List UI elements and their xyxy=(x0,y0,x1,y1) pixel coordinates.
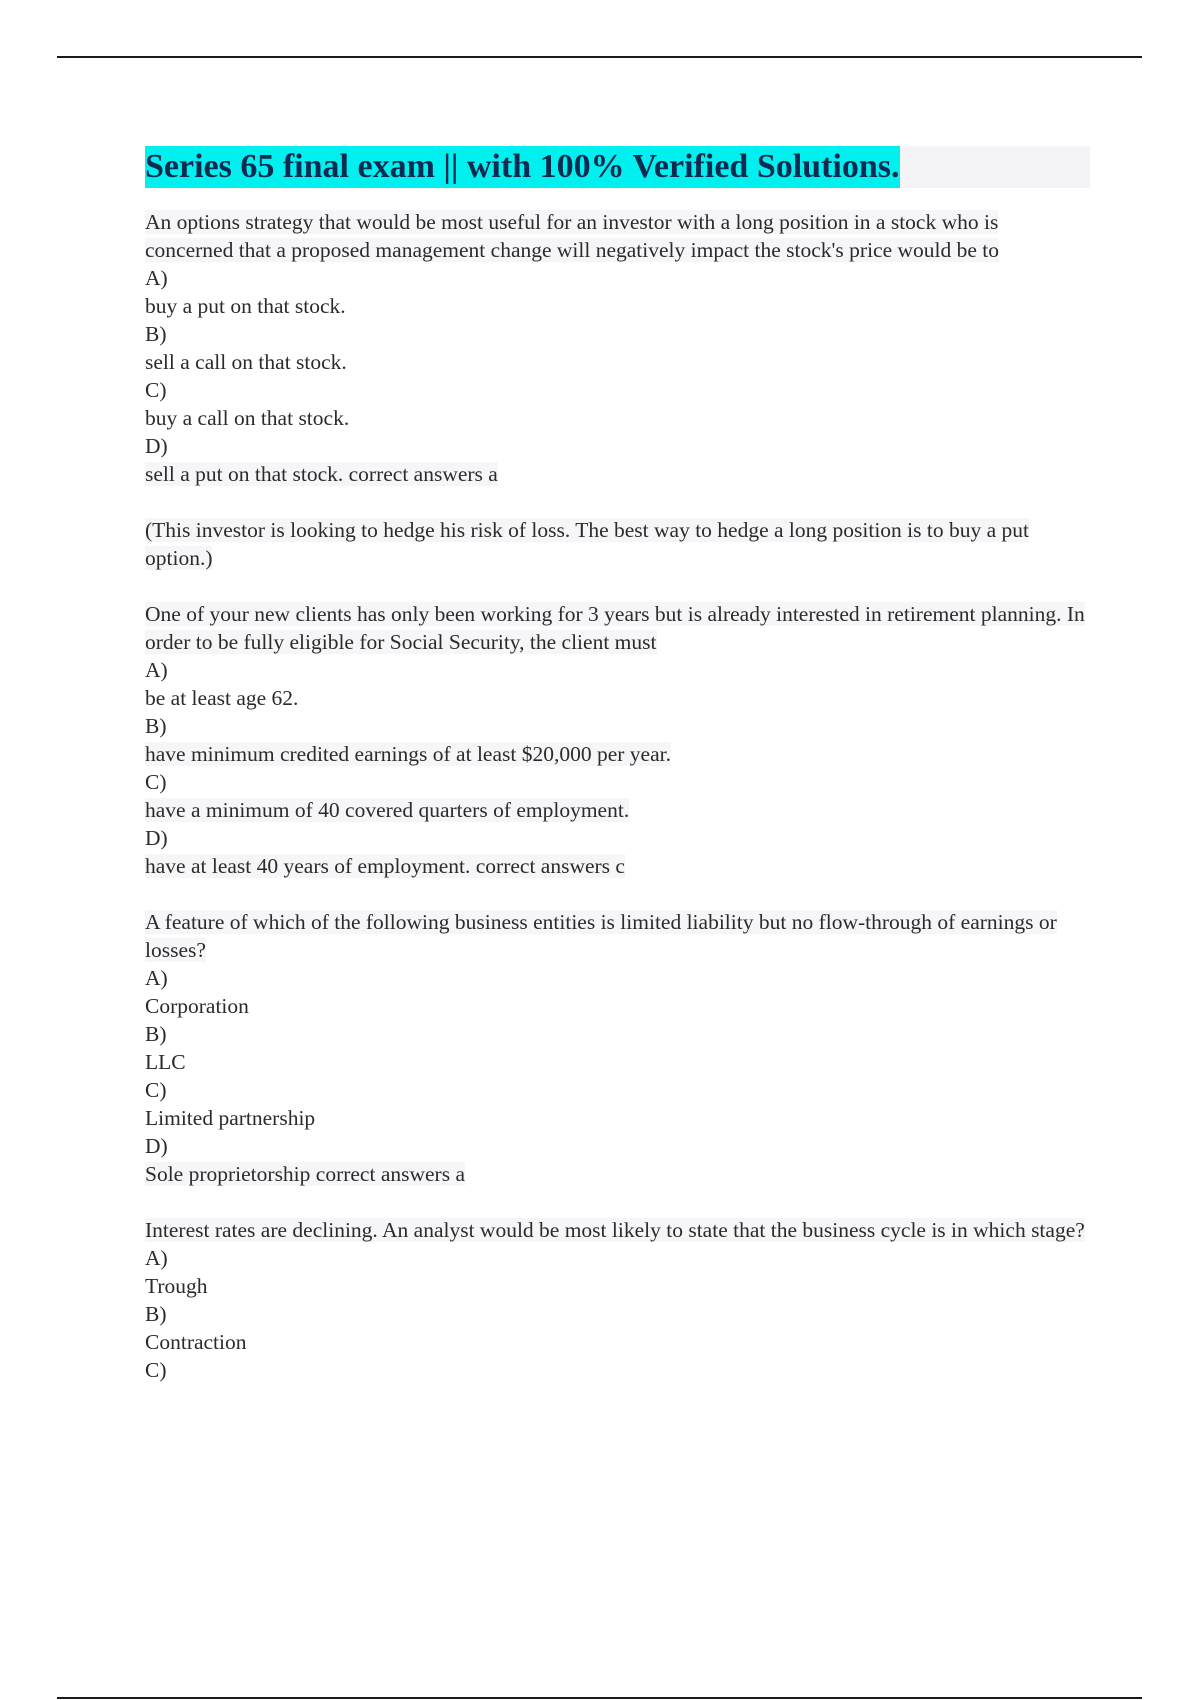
question-block-1 xyxy=(145,208,1090,572)
question-block-3 xyxy=(145,908,1090,1188)
option-text: sell a call on that stock. xyxy=(145,350,347,374)
option-letter: D) xyxy=(145,434,168,458)
option-letter: D) xyxy=(145,826,168,850)
option-text: LLC xyxy=(145,1050,186,1074)
option-text-with-answer: sell a put on that stock. correct answers a xyxy=(145,462,498,486)
option-letter: B) xyxy=(145,322,167,346)
option-letter: B) xyxy=(145,1302,167,1326)
option-letter: A) xyxy=(145,266,168,290)
question-text: A feature of which of the following business entities is limited liability but no flow-through of earnings or losses? xyxy=(145,910,1057,962)
answer-explanation: (This investor is looking to hedge his risk of loss. The best way to hedge a long position is to buy a put option.) xyxy=(145,518,1030,570)
option-letter: A) xyxy=(145,966,168,990)
option-letter: A) xyxy=(145,1246,168,1270)
top-rule xyxy=(57,56,1142,58)
option-text: have a minimum of 40 covered quarters of employment. xyxy=(145,798,630,822)
bottom-rule xyxy=(57,1697,1142,1699)
option-text: be at least age 62. xyxy=(145,686,299,710)
option-text: buy a put on that stock. xyxy=(145,294,346,318)
option-text-with-answer: have at least 40 years of employment. correct answers c xyxy=(145,854,625,878)
option-text: buy a call on that stock. xyxy=(145,406,350,430)
option-letter: D) xyxy=(145,1134,168,1158)
document-title: Series 65 final exam || with 100% Verified Solutions. xyxy=(145,146,900,188)
option-letter: B) xyxy=(145,1022,167,1046)
question-text: One of your new clients has only been working for 3 years but is already interested in retirement planning. In order to be fully eligible for Social Security, the client must xyxy=(145,602,1085,654)
option-text: Limited partnership xyxy=(145,1106,316,1130)
option-letter: C) xyxy=(145,378,167,402)
question-text: Interest rates are declining. An analyst would be most likely to state that the business cycle is in which stage? xyxy=(145,1218,1085,1242)
option-text-with-answer: Sole proprietorship correct answers a xyxy=(145,1162,466,1186)
option-text: Corporation xyxy=(145,994,249,1018)
option-text: Contraction xyxy=(145,1330,247,1354)
title-bar xyxy=(145,146,1090,188)
question-text: An options strategy that would be most useful for an investor with a long position in a stock who is concerned that a proposed management change will negatively impact the stock's price would be to xyxy=(145,210,1000,262)
question-block-4 xyxy=(145,1216,1090,1384)
option-letter: A) xyxy=(145,658,168,682)
question-list xyxy=(145,208,1090,1384)
document-body xyxy=(145,146,1090,1412)
option-letter: C) xyxy=(145,770,167,794)
option-letter: C) xyxy=(145,1358,167,1382)
question-block-2 xyxy=(145,600,1090,880)
option-text: have minimum credited earnings of at least $20,000 per year. xyxy=(145,742,671,766)
option-letter: B) xyxy=(145,714,167,738)
option-letter: C) xyxy=(145,1078,167,1102)
option-text: Trough xyxy=(145,1274,208,1298)
